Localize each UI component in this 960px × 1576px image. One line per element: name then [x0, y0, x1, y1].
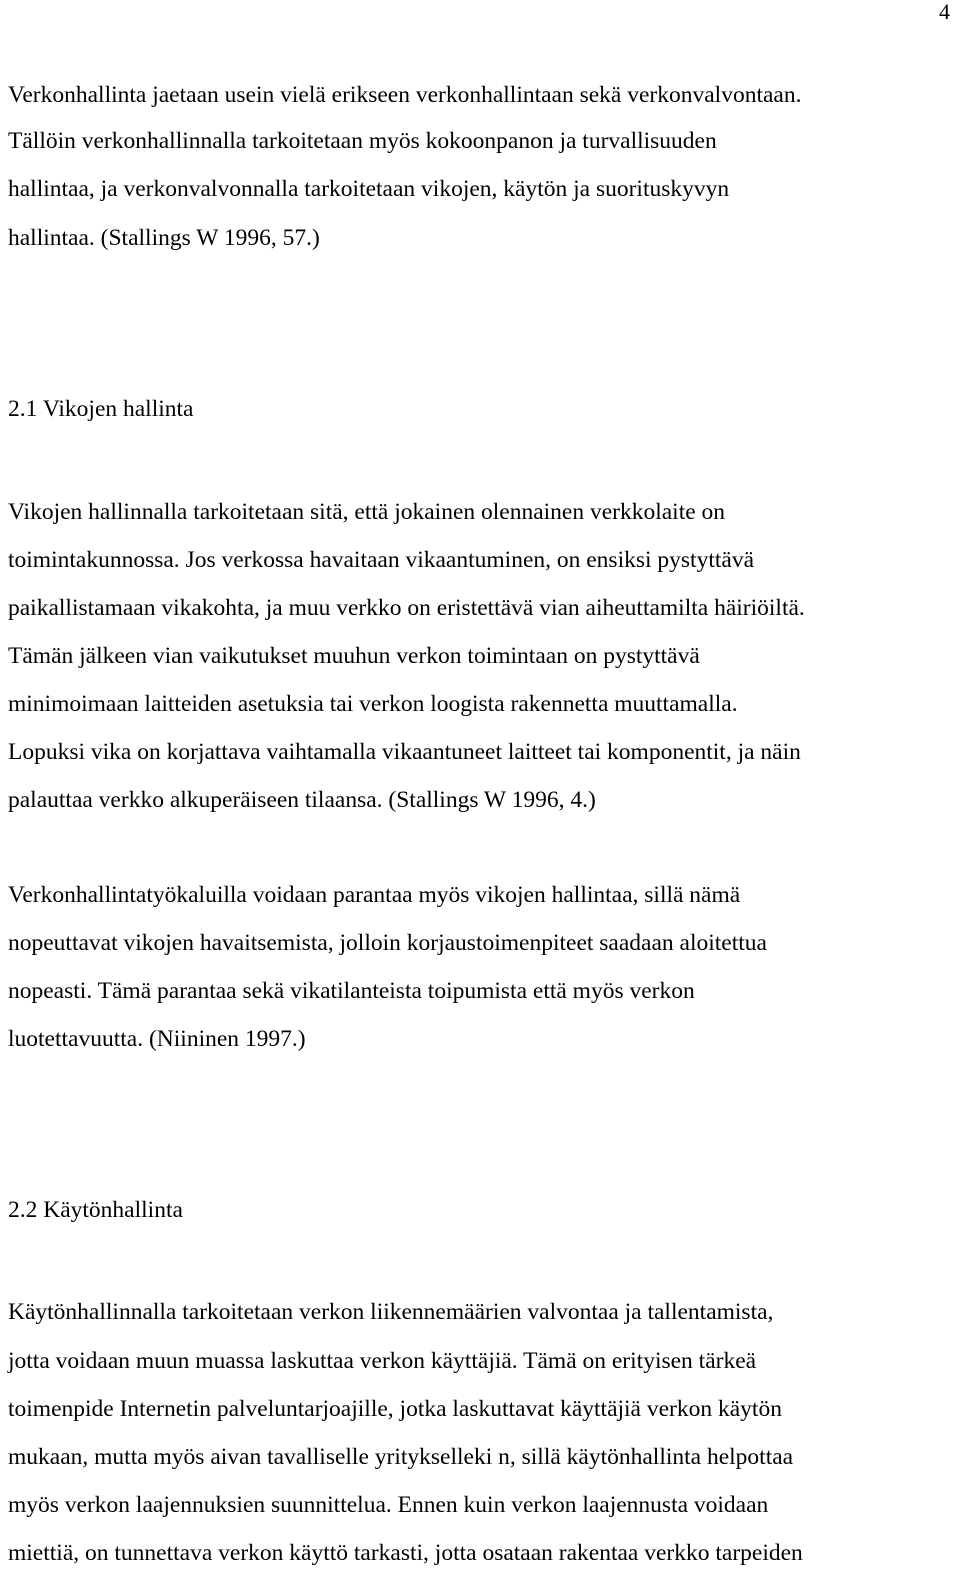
paragraph-3-line-3: nopeasti. Tämä parantaa sekä vikatilanteista toipumista että myös verkon	[8, 978, 695, 1004]
paragraph-3-line-1: Verkonhallintatyökaluilla voidaan parantaa myös vikojen hallintaa, sillä nämä	[8, 882, 741, 908]
paragraph-3-line-2: nopeuttavat vikojen havaitsemista, jolloin korjaustoimenpiteet saadaan aloitettua	[8, 930, 767, 956]
section-heading-2-1: 2.1 Vikojen hallinta	[8, 396, 194, 422]
paragraph-4-line-4: mukaan, mutta myös aivan tavalliselle yritykselleki n, sillä käytönhallinta helpottaa	[8, 1444, 794, 1470]
paragraph-1-line-1: Verkonhallinta jaetaan usein vielä erikseen verkonhallintaan sekä verkonvalvontaan.	[8, 82, 802, 108]
paragraph-4-line-2: jotta voidaan muun muassa laskuttaa verkon käyttäjiä. Tämä on erityisen tärkeä	[8, 1348, 757, 1374]
page-number: 4	[939, 0, 950, 24]
paragraph-2-line-5: minimoimaan laitteiden asetuksia tai verkon loogista rakennetta muuttamalla.	[8, 691, 738, 717]
paragraph-4-line-5: myös verkon laajennuksien suunnittelua. Ennen kuin verkon laajennusta voidaan	[8, 1492, 769, 1518]
section-heading-2-2: 2.2 Käytönhallinta	[8, 1197, 183, 1223]
paragraph-3-line-4: luotettavuutta. (Niininen 1997.)	[8, 1026, 306, 1052]
paragraph-4-line-1: Käytönhallinnalla tarkoitetaan verkon liikennemäärien valvontaa ja tallentamista,	[8, 1299, 774, 1325]
paragraph-2-line-1: Vikojen hallinnalla tarkoitetaan sitä, että jokainen olennainen verkkolaite on	[8, 499, 726, 525]
paragraph-1-line-2: Tällöin verkonhallinnalla tarkoitetaan myös kokoonpanon ja turvallisuuden	[8, 128, 717, 154]
paragraph-2-line-3: paikallistamaan vikakohta, ja muu verkko on eristettävä vian aiheuttamilta häiriöiltä.	[8, 595, 805, 621]
paragraph-2-line-4: Tämän jälkeen vian vaikutukset muuhun verkon toimintaan on pystyttävä	[8, 643, 700, 669]
paragraph-4-line-3: toimenpide Internetin palveluntarjoajille, jotka laskuttavat käyttäjiä verkon käytön	[8, 1396, 782, 1422]
paragraph-4-line-6: miettiä, on tunnettava verkon käyttö tarkasti, jotta osataan rakentaa verkko tarpeiden	[8, 1540, 803, 1566]
paragraph-2-line-7: palauttaa verkko alkuperäiseen tilaansa. (Stallings W 1996, 4.)	[8, 787, 596, 813]
paragraph-2-line-6: Lopuksi vika on korjattava vaihtamalla vikaantuneet laitteet tai komponentit, ja näin	[8, 739, 801, 765]
paragraph-1-line-4: hallintaa. (Stallings W 1996, 57.)	[8, 225, 320, 251]
paragraph-2-line-2: toimintakunnossa. Jos verkossa havaitaan vikaantuminen, on ensiksi pystyttävä	[8, 547, 754, 573]
paragraph-1-line-3: hallintaa, ja verkonvalvonnalla tarkoitetaan vikojen, käytön ja suorituskyvyn	[8, 176, 730, 202]
